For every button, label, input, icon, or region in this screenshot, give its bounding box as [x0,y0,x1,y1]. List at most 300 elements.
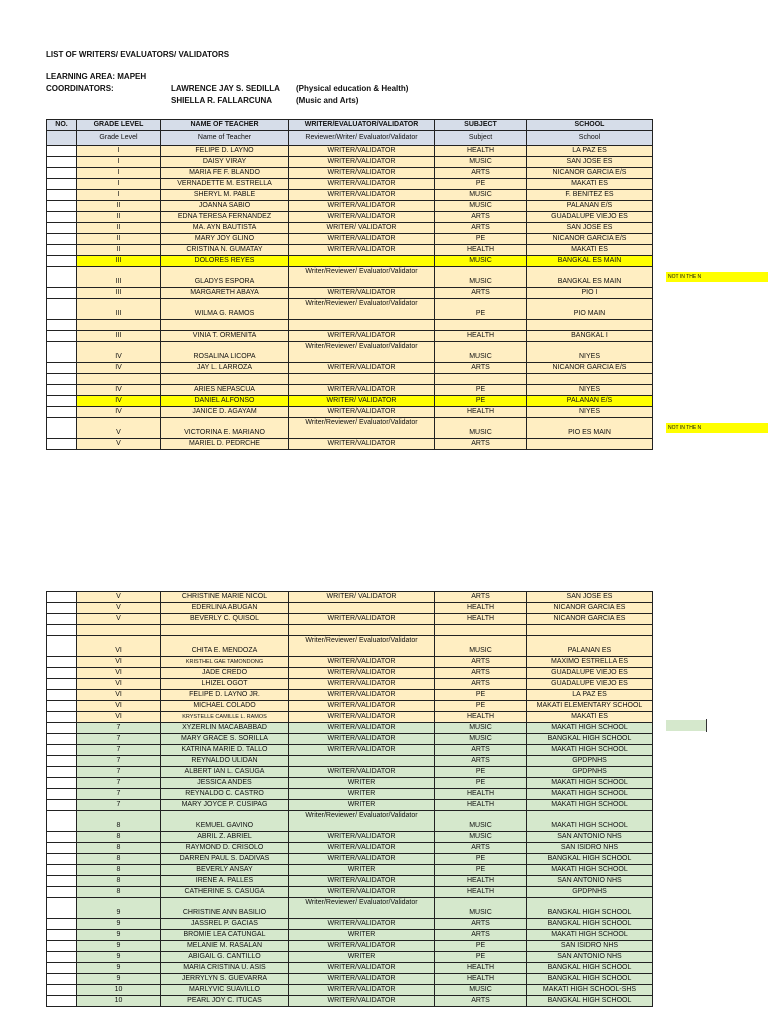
cell-role: WRITER/VALIDATOR [289,407,435,418]
cell-teacher-name: JASSREL P. GACIAS [161,919,289,930]
cell-no [47,811,77,832]
cell-subject: HEALTH [435,712,527,723]
cell-subject: MUSIC [435,832,527,843]
cell-subject: PE [435,179,527,190]
table-row [47,963,653,974]
cell-no [47,941,77,952]
cell-grade-level: I [77,157,161,168]
cell-role: WRITER/VALIDATOR [289,941,435,952]
cell-subject: ARTS [435,996,527,1007]
cell-role [289,374,435,385]
table-spacer-row [47,625,653,636]
cell-teacher-name: BROMIE LEA CATUNGAL [161,930,289,941]
subheader-subject: Subject [435,131,527,146]
cell-school: NICANOR GARCIA ES [527,614,653,625]
cell-teacher-name: MELANIE M. RASALAN [161,941,289,952]
cell-role: WRITER/VALIDATOR [289,963,435,974]
table-row [47,201,653,212]
cell-teacher-name: MARY JOY GLINO [161,234,289,245]
cell-no [47,963,77,974]
col-header-school: SCHOOL [527,120,653,131]
cell-school: MAKATI HIGH SCHOOL [527,865,653,876]
cell-grade-level: II [77,201,161,212]
cell-teacher-name [161,625,289,636]
cell-subject: HEALTH [435,245,527,256]
cell-teacher-name: JESSICA ANDES [161,778,289,789]
cell-grade-level: 10 [77,996,161,1007]
coordinator-2-area: (Music and Arts) [296,96,359,105]
cell-grade-level: 8 [77,832,161,843]
cell-school: PALANAN ES [527,636,653,657]
cell-role: WRITER/VALIDATOR [289,854,435,865]
cell-role: WRITER [289,778,435,789]
cell-teacher-name: CATHERINE S. CASUGA [161,887,289,898]
table-row [47,778,653,789]
cell-no [47,701,77,712]
cell-no [47,996,77,1007]
cell-no [47,374,77,385]
table-row [47,701,653,712]
cell-role: WRITER/VALIDATOR [289,363,435,374]
cell-role: WRITER/VALIDATOR [289,723,435,734]
cell-grade-level: VI [77,668,161,679]
cell-no [47,756,77,767]
cell-school: MAKATI ES [527,245,653,256]
cell-role: WRITER/ VALIDATOR [289,396,435,407]
cell-role: WRITER/VALIDATOR [289,832,435,843]
cell-teacher-name: JANICE D. AGAYAM [161,407,289,418]
cell-school: BANGKAL HIGH SCHOOL [527,734,653,745]
cell-role: WRITER/VALIDATOR [289,245,435,256]
cell-grade-level: V [77,614,161,625]
cell-subject: MUSIC [435,898,527,919]
cell-grade-level: VI [77,712,161,723]
cell-no [47,930,77,941]
cell-subject: ARTS [435,679,527,690]
table-row [47,690,653,701]
table-row [47,865,653,876]
cell-subject: ARTS [435,657,527,668]
cell-grade-level: I [77,190,161,201]
cell-school: SAN JOSE ES [527,592,653,603]
cell-no [47,636,77,657]
cell-no [47,439,77,450]
cell-no [47,668,77,679]
cell-subject: HEALTH [435,407,527,418]
cell-school: MAKATI HIGH SCHOOL [527,789,653,800]
cell-school: PIO MAIN [527,299,653,320]
cell-subject: PE [435,952,527,963]
col-header-no: NO. [47,120,77,131]
cell-subject: PE [435,396,527,407]
cell-subject: MUSIC [435,811,527,832]
subheader-school: School [527,131,653,146]
cell-role: WRITER [289,800,435,811]
table-row [47,734,653,745]
cell-subject: HEALTH [435,789,527,800]
cell-grade-level: I [77,168,161,179]
cell-subject: MUSIC [435,256,527,267]
cell-teacher-name: CHRISTINE ANN BASILIO [161,898,289,919]
cell-teacher-name: IRENE A. PALLES [161,876,289,887]
cell-school: NIYES [527,385,653,396]
cell-subject: HEALTH [435,876,527,887]
cell-subject: MUSIC [435,267,527,288]
table-row [47,245,653,256]
cell-role: WRITER/VALIDATOR [289,843,435,854]
cell-subject: HEALTH [435,614,527,625]
cell-no [47,407,77,418]
coordinator-2-name: SHIELLA R. FALLARCUNA [171,96,273,105]
cell-subject: PE [435,385,527,396]
cell-teacher-name: ABRIL Z. ABRIEL [161,832,289,843]
cell-school [527,320,653,331]
table-row [47,832,653,843]
cell-subject: MUSIC [435,985,527,996]
cell-school [527,625,653,636]
table-row [47,342,653,363]
cell-teacher-name: RAYMOND D. CRISOLO [161,843,289,854]
cell-teacher-name: MARGARETH ABAYA [161,288,289,299]
cell-role: WRITER/VALIDATOR [289,146,435,157]
cell-subject: PE [435,941,527,952]
cell-grade-level: 8 [77,876,161,887]
table-row [47,723,653,734]
table-row [47,898,653,919]
cell-role [289,603,435,614]
cell-no [47,168,77,179]
cell-no [47,690,77,701]
cell-role: WRITER/ VALIDATOR [289,592,435,603]
cell-no [47,679,77,690]
table-row [47,876,653,887]
cell-grade-level: V [77,592,161,603]
cell-subject: PE [435,767,527,778]
table-row [47,974,653,985]
table-row [47,919,653,930]
cell-no [47,146,77,157]
cell-teacher-name: MARIA FE F. BLANDO [161,168,289,179]
cell-role: Writer/Reviewer/ Evaluator/Validator [289,811,435,832]
cell-teacher-name: MARY GRACE S. SORILLA [161,734,289,745]
cell-teacher-name: JADE CREDO [161,668,289,679]
cell-grade-level: IV [77,342,161,363]
cell-role: WRITER/VALIDATOR [289,288,435,299]
cell-school: MAKATI ES [527,179,653,190]
col-header-name: NAME OF TEACHER [161,120,289,131]
col-header-subject: SUBJECT [435,120,527,131]
cell-grade-level: 9 [77,930,161,941]
table-row [47,657,653,668]
cell-school: NIYES [527,342,653,363]
cell-school: NICANOR GARCIA E/S [527,234,653,245]
cell-no [47,657,77,668]
cell-role: WRITER [289,789,435,800]
cell-school: GUADALUPE VIEJO ES [527,212,653,223]
table-row [47,234,653,245]
cell-role: WRITER/VALIDATOR [289,745,435,756]
cell-subject: HEALTH [435,603,527,614]
cell-school: MAKATI HIGH SCHOOL [527,778,653,789]
cell-grade-level: 8 [77,854,161,865]
cell-subject: ARTS [435,288,527,299]
table-row [47,679,653,690]
cell-no [47,299,77,320]
cell-subject: MUSIC [435,723,527,734]
cell-role [289,256,435,267]
cell-grade-level: 8 [77,887,161,898]
cell-teacher-name: DOLORES REYES [161,256,289,267]
cell-role: WRITER/VALIDATOR [289,668,435,679]
cell-subject: ARTS [435,843,527,854]
cell-no [47,320,77,331]
cell-no [47,267,77,288]
cell-role: WRITER/VALIDATOR [289,179,435,190]
cell-subject: ARTS [435,930,527,941]
cell-teacher-name: BEVERLY C. QUISOL [161,614,289,625]
cell-school: NICANOR GARCIA E/S [527,168,653,179]
cell-subject: MUSIC [435,201,527,212]
cell-subject: ARTS [435,439,527,450]
cell-subject: MUSIC [435,636,527,657]
table-row [47,887,653,898]
cell-school: PIO ES MAIN [527,418,653,439]
table-row [47,941,653,952]
cell-teacher-name: SHERYL M. PABLE [161,190,289,201]
cell-no [47,865,77,876]
cell-role: WRITER/VALIDATOR [289,679,435,690]
cell-school: MAKATI HIGH SCHOOL-SHS [527,985,653,996]
cell-role: WRITER [289,930,435,941]
cell-grade-level: I [77,146,161,157]
cell-school: F. BENITEZ ES [527,190,653,201]
cell-no [47,363,77,374]
cell-teacher-name: JAY L. LARROZA [161,363,289,374]
cell-no [47,179,77,190]
cell-role: WRITER/VALIDATOR [289,767,435,778]
cell-grade-level: 7 [77,778,161,789]
cell-no [47,223,77,234]
cell-school: MAKATI HIGH SCHOOL [527,930,653,941]
cell-no [47,592,77,603]
cell-role: WRITER/VALIDATOR [289,614,435,625]
cell-grade-level: 9 [77,898,161,919]
note-not-in-list-1: NOT IN THE N [666,272,768,282]
cell-role: Writer/Reviewer/ Evaluator/Validator [289,342,435,363]
cell-school: BANGKAL HIGH SCHOOL [527,919,653,930]
cell-grade-level: VI [77,657,161,668]
cell-grade-level [77,625,161,636]
cell-grade-level [77,320,161,331]
cell-grade-level: III [77,288,161,299]
cell-subject: HEALTH [435,887,527,898]
table-row [47,168,653,179]
cell-grade-level: 7 [77,800,161,811]
table-row [47,603,653,614]
cell-teacher-name: KRISTHEL GAE TAMONDONG [161,657,289,668]
cell-subject: MUSIC [435,157,527,168]
subheader-grade-level: Grade Level [77,131,161,146]
cell-teacher-name: ROSALINA LICOPA [161,342,289,363]
cell-teacher-name: GLADYS ESPORA [161,267,289,288]
cell-teacher-name: WILMA G. RAMOS [161,299,289,320]
cell-grade-level: III [77,299,161,320]
cell-teacher-name: MARIEL D. PEDRCHE [161,439,289,450]
cell-subject: MUSIC [435,418,527,439]
cell-school: GPDPNHS [527,887,653,898]
cell-school: BANGKAL I [527,331,653,342]
cell-subject: ARTS [435,363,527,374]
table-row [47,767,653,778]
cell-teacher-name: EDNA TERESA FERNANDEZ [161,212,289,223]
cell-subject: HEALTH [435,800,527,811]
table-row [47,190,653,201]
cell-teacher-name: REYNALDO C. CASTRO [161,789,289,800]
cell-teacher-name: KATRINA MARIE D. TALLO [161,745,289,756]
table-row [47,930,653,941]
table-row [47,212,653,223]
cell-grade-level: VI [77,690,161,701]
cell-subject: PE [435,701,527,712]
cell-subject: ARTS [435,168,527,179]
cell-teacher-name: LHIZEL OGOT [161,679,289,690]
cell-school: LA PAZ ES [527,690,653,701]
cell-no [47,396,77,407]
cell-no [47,385,77,396]
cell-grade-level: III [77,267,161,288]
subheader-role: Reviewer/Writer/ Evaluator/Validator [289,131,435,146]
cell-school: MAXIMO ESTRELLA ES [527,657,653,668]
table-spacer-row [47,374,653,385]
cell-teacher-name: PEARL JOY C. ITUCAS [161,996,289,1007]
cell-grade-level: 8 [77,811,161,832]
cell-no [47,234,77,245]
col-header-role: WRITER/EVALUATOR/VALIDATOR [289,120,435,131]
cell-grade-level: V [77,603,161,614]
table-row [47,745,653,756]
table-row [47,157,653,168]
cell-subject: PE [435,865,527,876]
cell-school: MAKATI HIGH SCHOOL [527,800,653,811]
cell-role: WRITER/VALIDATOR [289,690,435,701]
cell-role: WRITER/VALIDATOR [289,985,435,996]
cell-no [47,734,77,745]
table-row [47,288,653,299]
cell-subject: ARTS [435,223,527,234]
cell-subject: HEALTH [435,974,527,985]
cell-teacher-name: KEMUEL GAVINO [161,811,289,832]
cell-role: Writer/Reviewer/ Evaluator/Validator [289,898,435,919]
cell-no [47,985,77,996]
cell-role: WRITER/VALIDATOR [289,712,435,723]
cell-teacher-name: BEVERLY ANSAY [161,865,289,876]
cell-role: WRITER/VALIDATOR [289,331,435,342]
cell-teacher-name: FELIPE D. LAYNO [161,146,289,157]
cell-grade-level: 7 [77,734,161,745]
cell-school: SAN ANTONIO NHS [527,832,653,843]
cell-role: WRITER/VALIDATOR [289,385,435,396]
cell-role: WRITER/VALIDATOR [289,887,435,898]
table-row [47,800,653,811]
table-row [47,407,653,418]
cell-role: Writer/Reviewer/ Evaluator/Validator [289,636,435,657]
cell-teacher-name: MARLYVIC SUAVILLO [161,985,289,996]
cell-subject: ARTS [435,212,527,223]
cell-role: Writer/Reviewer/ Evaluator/Validator [289,267,435,288]
learning-area: LEARNING AREA: MAPEH [46,72,147,81]
cell-teacher-name: CHITA E. MENDOZA [161,636,289,657]
cell-subject [435,374,527,385]
cell-school: SAN ANTONIO NHS [527,952,653,963]
cell-teacher-name: MA. AYN BAUTISTA [161,223,289,234]
table-row [47,363,653,374]
cell-grade-level: 9 [77,952,161,963]
cell-grade-level: IV [77,407,161,418]
writers-table-1 [46,119,653,450]
cell-no [47,157,77,168]
cell-role: Writer/Reviewer/ Evaluator/Validator [289,299,435,320]
cell-grade-level: III [77,331,161,342]
cell-grade-level: 9 [77,974,161,985]
cell-role [289,625,435,636]
table-row [47,843,653,854]
table-row [47,985,653,996]
cell-teacher-name: CHRISTINE MARIE NICOL [161,592,289,603]
cell-teacher-name: DANIEL ALFONSO [161,396,289,407]
cell-no [47,887,77,898]
cell-role: WRITER [289,865,435,876]
cell-subject: HEALTH [435,146,527,157]
cell-no [47,767,77,778]
cell-subject: MUSIC [435,734,527,745]
cell-grade-level: 9 [77,963,161,974]
cell-grade-level: IV [77,396,161,407]
table-row [47,592,653,603]
cell-grade-level: IV [77,363,161,374]
table-row [47,854,653,865]
cell-role: WRITER/VALIDATOR [289,734,435,745]
cell-teacher-name: VICTORINA E. MARIANO [161,418,289,439]
cell-grade-level [77,374,161,385]
cell-subject: PE [435,778,527,789]
cell-school: MAKATI HIGH SCHOOL [527,811,653,832]
table-row [47,712,653,723]
cell-role: WRITER/VALIDATOR [289,876,435,887]
cell-subject: ARTS [435,745,527,756]
cell-school [527,374,653,385]
table-row [47,385,653,396]
table-row [47,952,653,963]
cell-subject: PE [435,299,527,320]
cell-grade-level: III [77,256,161,267]
cell-role: Writer/Reviewer/ Evaluator/Validator [289,418,435,439]
cell-grade-level: II [77,212,161,223]
cell-no [47,745,77,756]
cell-grade-level: 7 [77,756,161,767]
cell-teacher-name: EDERLINA ABUGAN [161,603,289,614]
cell-grade-level: 7 [77,745,161,756]
cell-grade-level: 8 [77,843,161,854]
cell-school: NICANOR GARCIA ES [527,603,653,614]
table-row [47,668,653,679]
table-row [47,267,653,288]
cell-role: WRITER/VALIDATOR [289,657,435,668]
cell-grade-level: 7 [77,789,161,800]
cell-school: SAN JOSE ES [527,223,653,234]
cell-school: MAKATI ELEMENTARY SCHOOL [527,701,653,712]
cell-school: SAN JOSE ES [527,157,653,168]
note-not-in-list-2: NOT IN THE N [666,423,768,433]
